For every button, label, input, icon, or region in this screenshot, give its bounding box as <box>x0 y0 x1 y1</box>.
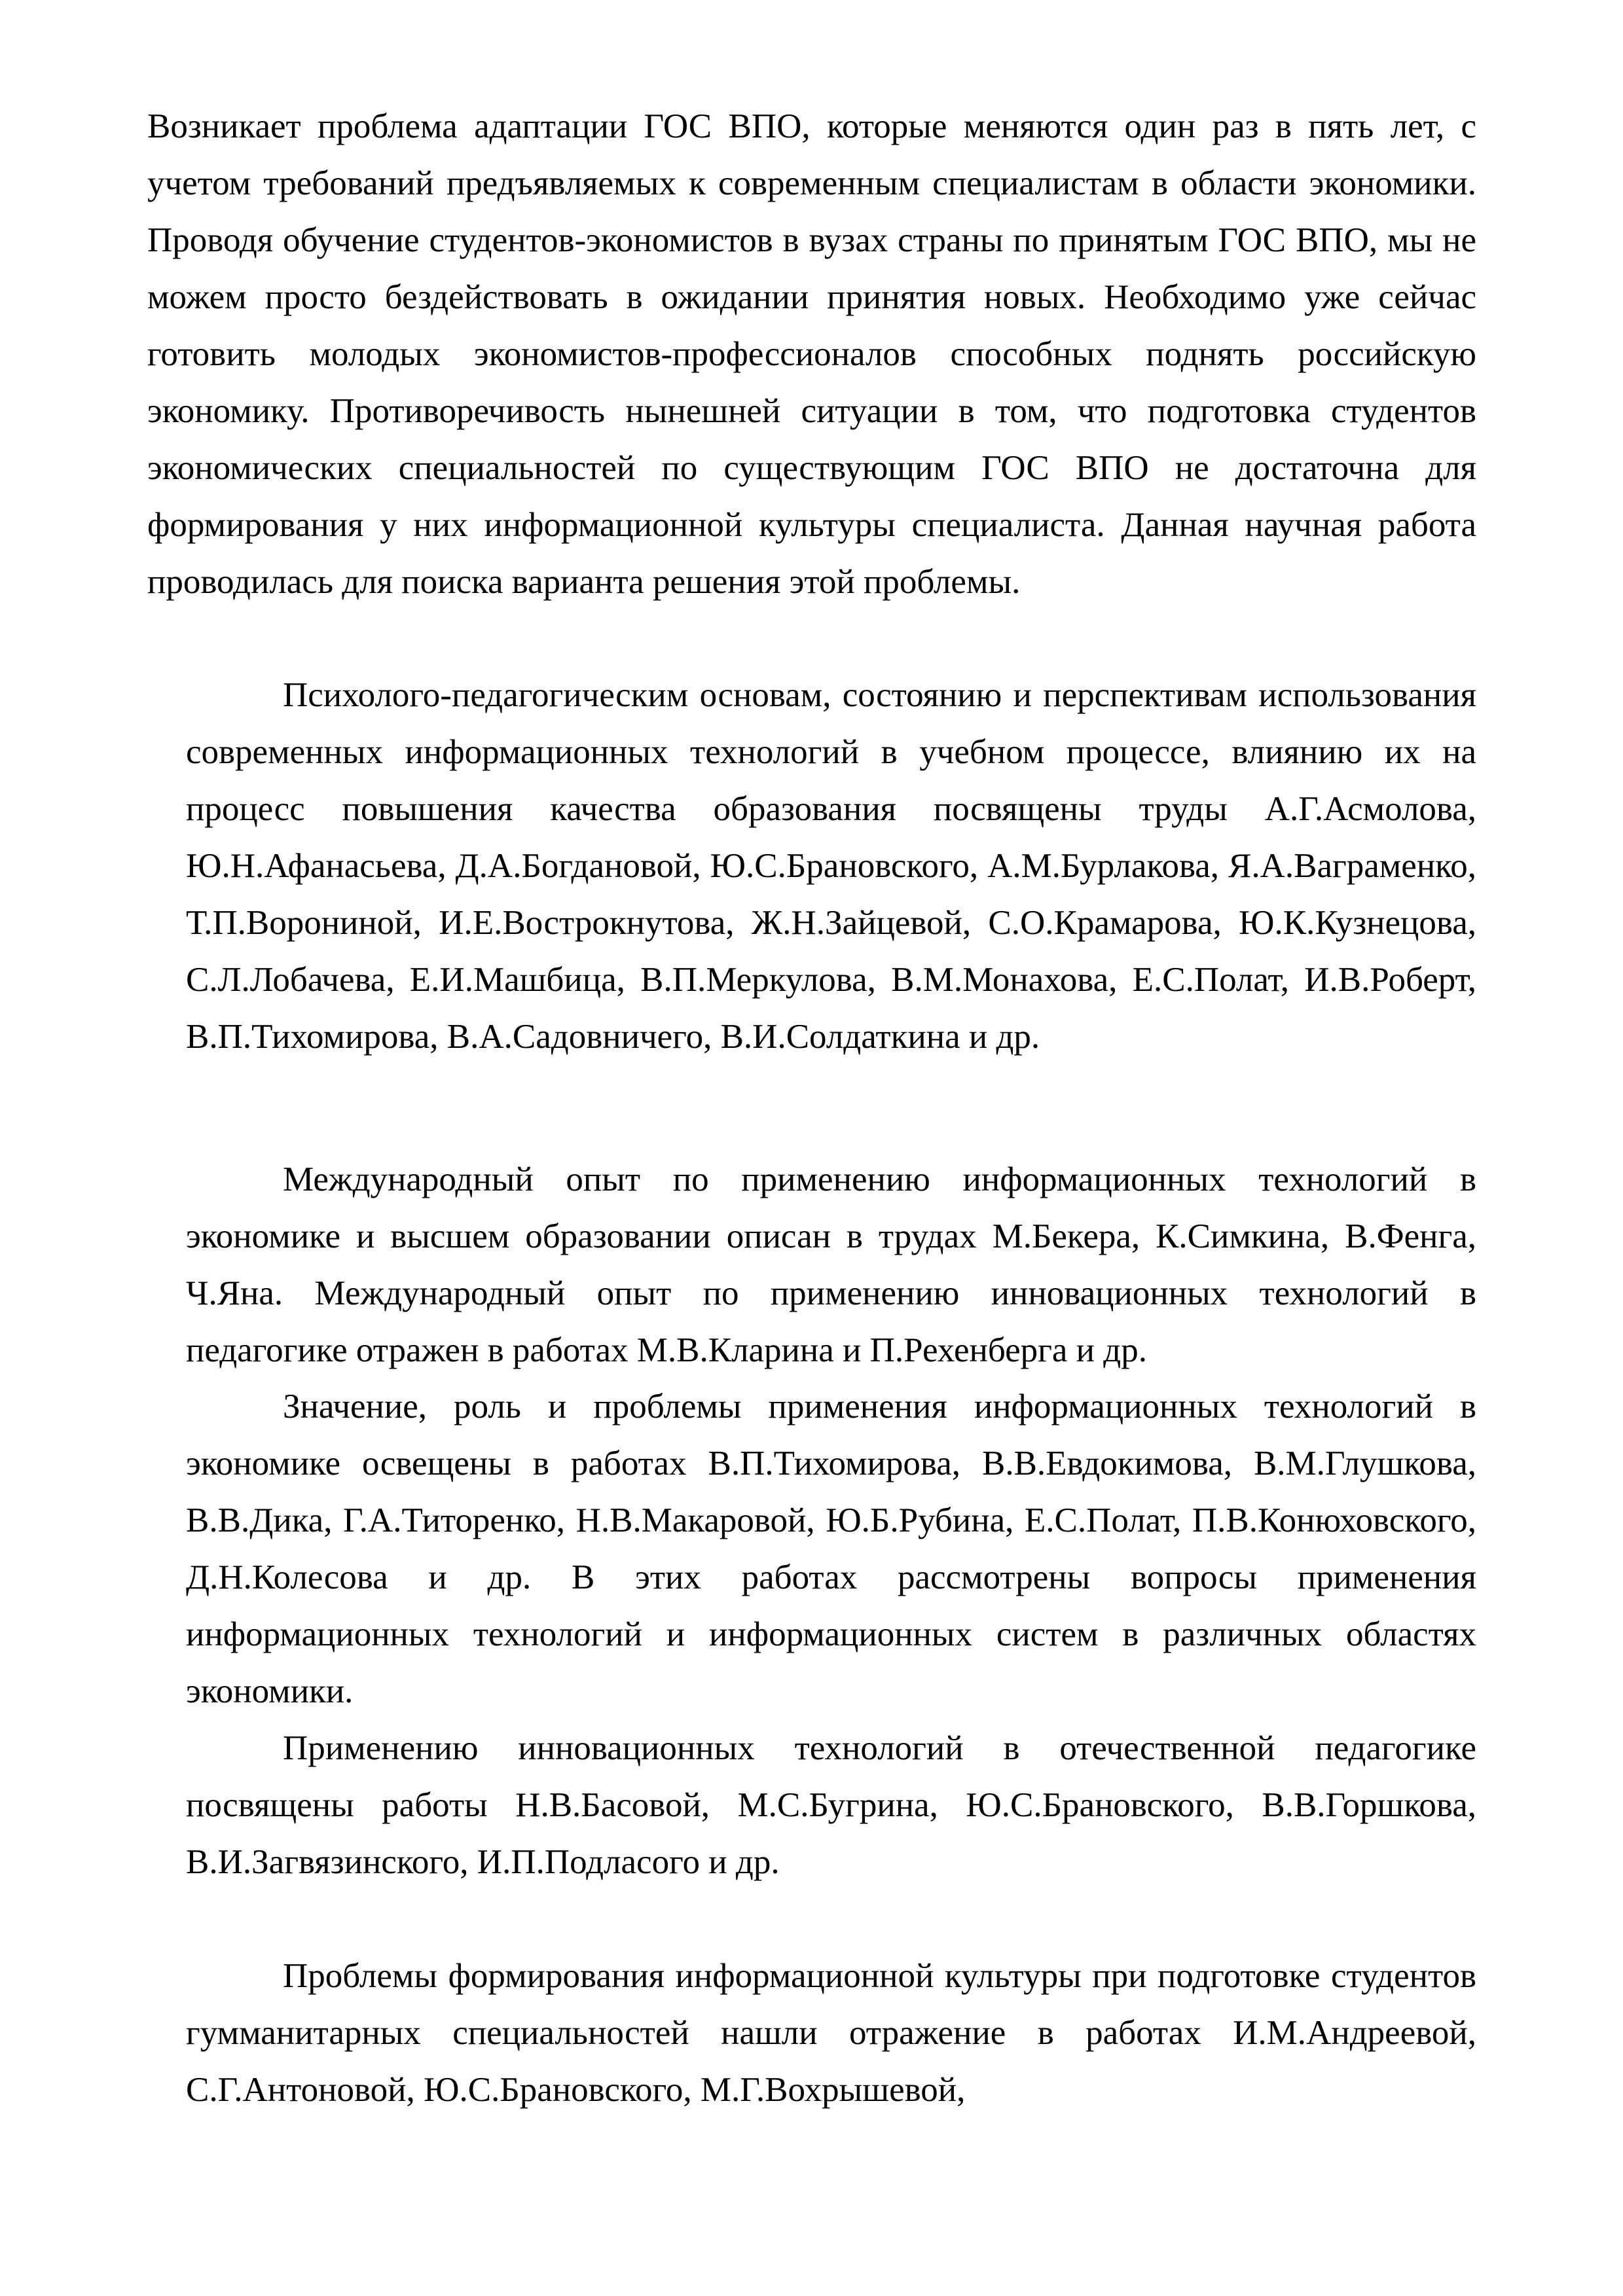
paragraph-problem-statement: Возникает проблема адаптации ГОС ВПО, которые меняются один раз в пять лет, с учетом требований предъявляемых к современным специалистам в области экономики. Проводя обучение студентов-экономистов в вузах страны по принятым ГОС ВПО, мы не можем просто бездействовать в ожидании принятия новых. Необходимо уже сейчас готовить молодых экономистов-профессионалов способных поднять российскую экономику. Противоречивость нынешней ситуации в том, что подготовка студентов экономических специальностей по существующим ГОС ВПО не достаточна для формирования у них информационной культуры специалиста. Данная научная работа проводилась для поиска варианта решения этой проблемы. <box>147 107 1476 601</box>
paragraph-it-in-economics: Значение, роль и проблемы применения информационных технологий в экономике освещены в работах В.П.Тихомирова, В.В.Евдокимова, В.М.Глушкова, В.В.Дика, Г.А.Титоренко, Н.В.Макаровой, Ю.Б.Рубина, Е.С.Полат, П.В.Конюховского, Д.Н.Колесова и др. В этих работах рассмотрены вопросы применения информационных технологий и информационных систем в различных областях экономики. <box>186 1388 1476 1710</box>
paragraph-psychological-pedagogical-works: Психолого-педагогическим основам, состоянию и перспективам использования современных информационных технологий в учебном процессе, влиянию их на процесс повышения качества образования посвящены труды А.Г.Асмолова, Ю.Н.Афанасьева, Д.А.Богдановой, Ю.С.Брановского, А.М.Бурлакова, Я.А.Ваграменко, Т.П.Ворониной, И.Е.Вострокнутова, Ж.Н.Зайцевой, С.О.Крамарова, Ю.К.Кузнецова, С.Л.Лобачева, Е.И.Машбица, В.П.Меркулова, В.М.Монахова, Е.С.Полат, И.В.Роберт, В.П.Тихомирова, В.А.Садовничего, В.И.Солдаткина и др. <box>186 676 1476 1056</box>
paragraph-innovative-pedagogy: Применению инновационных технологий в отечественной педагогике посвящены работы Н.В.Басовой, М.С.Бугрина, Ю.С.Брановского, В.В.Горшкова, В.И.Загвязинского, И.П.Подласого и др. <box>186 1729 1476 1881</box>
paragraph-international-experience: Международный опыт по применению информационных технологий в экономике и высшем образовании описан в трудах М.Бекера, К.Симкина, В.Фенга, Ч.Яна. Международный опыт по применению инновационных технологий в педагогике отражен в работах М.В.Кларина и П.Рехенберга и др. <box>186 1160 1476 1369</box>
paragraph-information-culture: Проблемы формирования информационной культуры при подготовке студентов гумманитарных специальностей нашли отражение в работах И.М.Андреевой, С.Г.Антоновой, Ю.С.Брановского, М.Г.Вохрышевой, <box>186 1957 1476 2109</box>
